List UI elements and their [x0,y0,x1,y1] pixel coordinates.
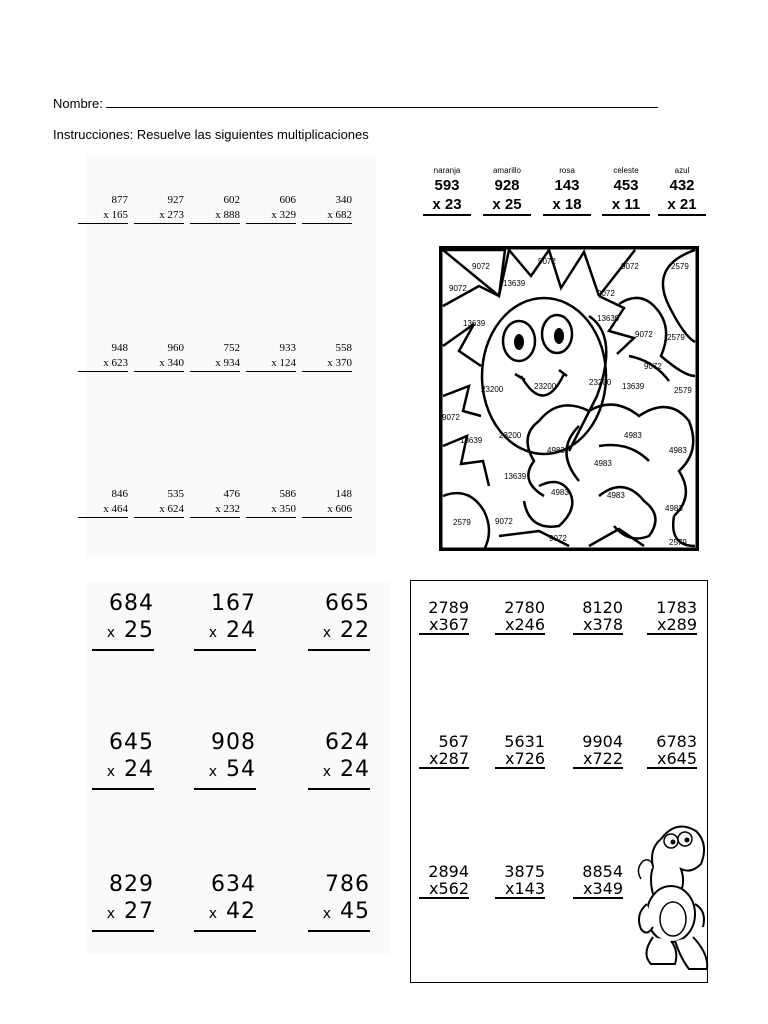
multiplicand: 634 [211,872,256,897]
multiplicand: 665 [325,591,370,616]
times-sign: x [322,764,332,780]
multiplier-row [92,898,154,932]
multiplier: x367 [419,616,469,635]
multiplier: x 340 [134,356,184,372]
problem [246,341,296,372]
multiplicand: 2894 [428,862,469,881]
multiplicand: 5631 [504,732,545,751]
multiplicand: 340 [335,194,352,206]
region-label: 9072 [495,517,513,526]
region-label: 13639 [622,382,645,391]
multiplicand: 877 [111,194,128,206]
color-name: naranja [433,166,461,175]
multiplier: x 25 [483,195,531,216]
multiplier: x246 [495,616,545,635]
times-sign: x [208,906,218,922]
multiplier-row [194,898,256,932]
multiplicand: 624 [325,730,370,755]
region-label: 2579 [674,386,692,395]
multiplicand: 752 [223,342,240,354]
multiplier: 24 [340,757,370,782]
multiplicand: 432 [669,177,695,194]
multiplier: 54 [226,757,256,782]
multiplier: x349 [573,880,623,899]
color-name: celeste [613,166,639,175]
problem [308,729,370,790]
multiplicand: 3875 [504,862,545,881]
region-label: 2579 [669,538,687,547]
problem [573,863,623,899]
problem [194,871,256,932]
multiplicand: 558 [335,342,352,354]
multiplier: x143 [495,880,545,899]
region-label: 23200 [589,378,612,387]
nombre-label: Nombre: [53,96,103,111]
problem [190,193,240,224]
multiplier: x287 [419,750,469,769]
multiplier-row [194,756,256,790]
worksheet-panel-boxed-problems [410,580,708,983]
problem [647,599,697,635]
color-key-problem [658,166,706,216]
region-label: 13639 [503,279,526,288]
multiplier: x 624 [134,502,184,518]
multiplicand: 2780 [504,598,545,617]
multiplier: x 329 [246,208,296,224]
multiplier: x562 [419,880,469,899]
color-key-problem [602,166,650,216]
multiplier: 42 [226,899,256,924]
problem [495,733,545,769]
multiplier: x645 [647,750,697,769]
nombre-blank-line[interactable] [106,95,658,108]
region-label: 9072 [538,257,556,266]
nombre-field [53,95,658,111]
problem [194,729,256,790]
multiplier: x 273 [134,208,184,224]
region-label: 4983 [594,459,612,468]
multiplicand: 535 [167,488,184,500]
problem [194,590,256,651]
problem [92,729,154,790]
problem [495,599,545,635]
region-label: 4983 [669,446,687,455]
multiplier: x 18 [543,195,591,216]
region-label: 9072 [549,534,567,543]
problem [302,193,352,224]
multiplier-row [308,617,370,651]
multiplier: x 21 [658,195,706,216]
color-name: rosa [559,166,575,175]
multiplicand: 684 [109,591,154,616]
times-sign: x [106,764,116,780]
multiplier: x 682 [302,208,352,224]
region-label: 2579 [453,518,471,527]
multiplicand: 960 [167,342,184,354]
region-label: 9072 [621,262,639,271]
problem [419,733,469,769]
times-sign: x [106,625,116,641]
times-sign: x [106,906,116,922]
multiplier: x 934 [190,356,240,372]
multiplier: 27 [124,899,154,924]
region-label: 2579 [671,262,689,271]
problem [134,341,184,372]
multiplier: x 232 [190,502,240,518]
multiplier: x 350 [246,502,296,518]
multiplier: x726 [495,750,545,769]
region-label: 4983 [551,488,569,497]
multiplicand: 908 [211,730,256,755]
multiplier-row [194,617,256,651]
problem [190,341,240,372]
problem [190,487,240,518]
region-label: 4983 [547,446,565,455]
problem [302,341,352,372]
multiplier: x 606 [302,502,352,518]
multiplier: 25 [124,618,154,643]
multiplicand: 1783 [656,598,697,617]
multiplier: 24 [226,618,256,643]
multiplier: 24 [124,757,154,782]
color-by-number-picture [439,246,699,551]
multiplicand: 829 [109,872,154,897]
region-label: 23200 [499,431,522,440]
times-sign: x [322,906,332,922]
multiplicand: 2789 [428,598,469,617]
multiplicand: 6783 [656,732,697,751]
multiplicand: 846 [111,488,128,500]
multiplicand: 933 [279,342,296,354]
multiplier-row [92,617,154,651]
problem [92,590,154,651]
region-label: 13639 [460,436,483,445]
multiplicand: 453 [613,177,639,194]
multiplicand: 606 [279,194,296,206]
problem [302,487,352,518]
dinosaur-character-illustration [631,819,709,979]
multiplier: 22 [340,618,370,643]
worksheet-panel-large-problems [86,582,390,954]
problem [246,193,296,224]
multiplier: x 623 [78,356,128,372]
region-label: 13639 [504,472,527,481]
problem [134,487,184,518]
multiplier-row [308,756,370,790]
multiplier-row [308,898,370,932]
multiplicand: 927 [167,194,184,206]
multiplicand: 8120 [582,598,623,617]
problem [134,193,184,224]
problem [308,871,370,932]
multiplicand: 476 [223,488,240,500]
region-label: 9072 [635,330,653,339]
color-name: azul [674,166,690,175]
multiplier: 45 [340,899,370,924]
multiplier: x 888 [190,208,240,224]
multiplicand: 948 [111,342,128,354]
region-number-labels [439,246,699,551]
region-label: 2579 [667,333,685,342]
multiplier: x378 [573,616,623,635]
region-label: 4983 [624,431,642,440]
multiplicand: 602 [223,194,240,206]
multiplicand: 786 [325,872,370,897]
multiplier-row [92,756,154,790]
multiplicand: 143 [554,177,580,194]
region-label: 13639 [463,319,486,328]
instructions-text: Instrucciones: Resuelve las siguientes multiplicaciones [53,127,369,142]
multiplicand: 645 [109,730,154,755]
region-label: 4983 [607,491,625,500]
region-label: 4983 [665,504,683,513]
problem [308,590,370,651]
region-label: 9072 [449,284,467,293]
problem [495,863,545,899]
region-label: 9072 [597,289,615,298]
region-label: 9072 [644,362,662,371]
problem [92,871,154,932]
multiplier: x 464 [78,502,128,518]
multiplier: x 11 [602,195,650,216]
problem [78,487,128,518]
problem [573,733,623,769]
problem [419,863,469,899]
region-label: 9072 [472,262,490,271]
multiplicand: 148 [335,488,352,500]
color-key-problem [423,166,471,216]
problem [246,487,296,518]
multiplier: x 124 [246,356,296,372]
multiplier: x 370 [302,356,352,372]
times-sign: x [208,625,218,641]
region-label: 23200 [481,385,504,394]
times-sign: x [322,625,332,641]
problem [573,599,623,635]
multiplicand: 928 [494,177,520,194]
region-label: 23200 [534,382,557,391]
problem [78,341,128,372]
problem [78,193,128,224]
times-sign: x [208,764,218,780]
color-key-problem [543,166,591,216]
color-name: amarillo [492,166,521,175]
multiplier: x722 [573,750,623,769]
color-key-problem [483,166,531,216]
multiplicand: 567 [438,732,469,751]
region-label: 9072 [442,413,460,422]
multiplicand: 593 [434,177,460,194]
region-label: 13639 [597,314,620,323]
multiplicand: 167 [211,591,256,616]
worksheet-panel-small-problems [86,155,376,557]
multiplicand: 9904 [582,732,623,751]
multiplicand: 586 [279,488,296,500]
multiplier: x289 [647,616,697,635]
problem [647,733,697,769]
multiplier: x 23 [423,195,471,216]
problem [419,599,469,635]
multiplier: x 165 [78,208,128,224]
multiplicand: 8854 [582,862,623,881]
